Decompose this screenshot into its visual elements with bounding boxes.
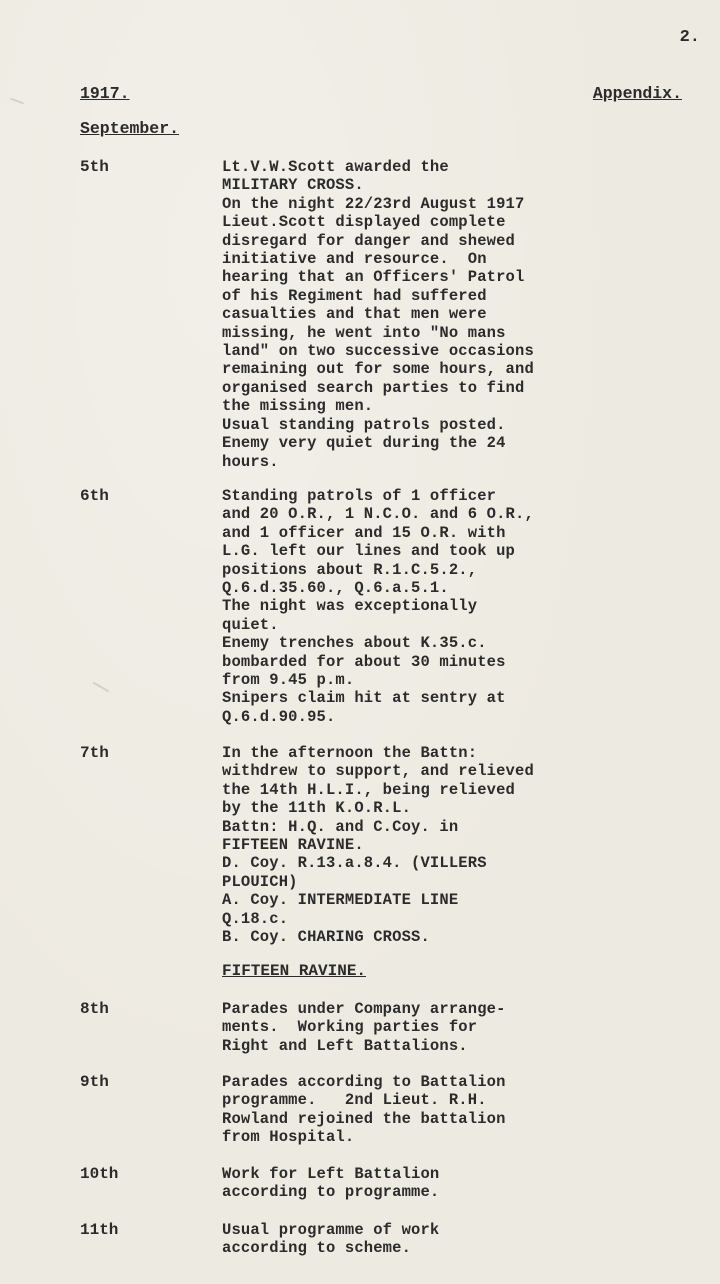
section-heading: FIFTEEN RAVINE. [222, 962, 367, 980]
entry-day: 7th [80, 744, 109, 762]
entry-body: In the afternoon the Battn: withdrew to support, and relieved the 14th H.L.I., being relieved by the 11th K.O.R.L. Battn: H.Q. and C.Coy. in FIFTEEN RAVINE. D. Coy. R.13.a.8.4. (VILLERS PLOUICH) A. Coy. INTERMEDIATE LINE Q.18.c. B. Coy. CHARING CROSS. [222, 744, 534, 947]
entry-body: Parades under Company arrange- ments. Working parties for Right and Left Battalions. [222, 1000, 506, 1055]
appendix-heading: Appendix. [592, 84, 682, 103]
entry-body: Usual programme of work according to scheme. [222, 1221, 440, 1258]
page-number: 2. [679, 28, 700, 47]
entry-day: 9th [80, 1073, 109, 1091]
entry-body: Parades according to Battalion programme. 2nd Lieut. R.H. Rowland rejoined the battalion from Hospital. [222, 1073, 506, 1147]
entry-day: 10th [80, 1165, 119, 1183]
paper-mark [10, 98, 24, 105]
paper-mark [93, 682, 110, 693]
entry-day: 6th [80, 487, 109, 505]
year-heading: 1917. [80, 84, 130, 103]
month-heading: September. [80, 119, 180, 138]
entry-day: 11th [80, 1221, 119, 1239]
entry-day: 5th [80, 158, 109, 176]
entry-day: 8th [80, 1000, 109, 1018]
entry-body: Standing patrols of 1 officer and 20 O.R., 1 N.C.O. and 6 O.R., and 1 officer and 15 O.R. with L.G. left our lines and took up positions about R.1.C.5.2., Q.6.d.35.60., Q.6.a.5.1. The night was exceptionally quiet. Enemy trenches about K.35.c. bombarded for about 30 minutes from 9.45 p.m. Snipers claim hit at sentry at Q.6.d.90.95. [222, 487, 534, 726]
entry-body: Lt.V.W.Scott awarded the MILITARY CROSS. On the night 22/23rd August 1917 Lieut.Scott displayed complete disregard for danger and shewed initiative and resource. On hearing that an Officers' Patrol of his Regiment had suffered casualties and that men were missing, he went into "No mans land" on two successive occasions remaining out for some hours, and organised search parties to find the missing men. Usual standing patrols posted. Enemy very quiet during the 24 hours. [222, 158, 534, 471]
entry-body: Work for Left Battalion according to programme. [222, 1165, 440, 1202]
